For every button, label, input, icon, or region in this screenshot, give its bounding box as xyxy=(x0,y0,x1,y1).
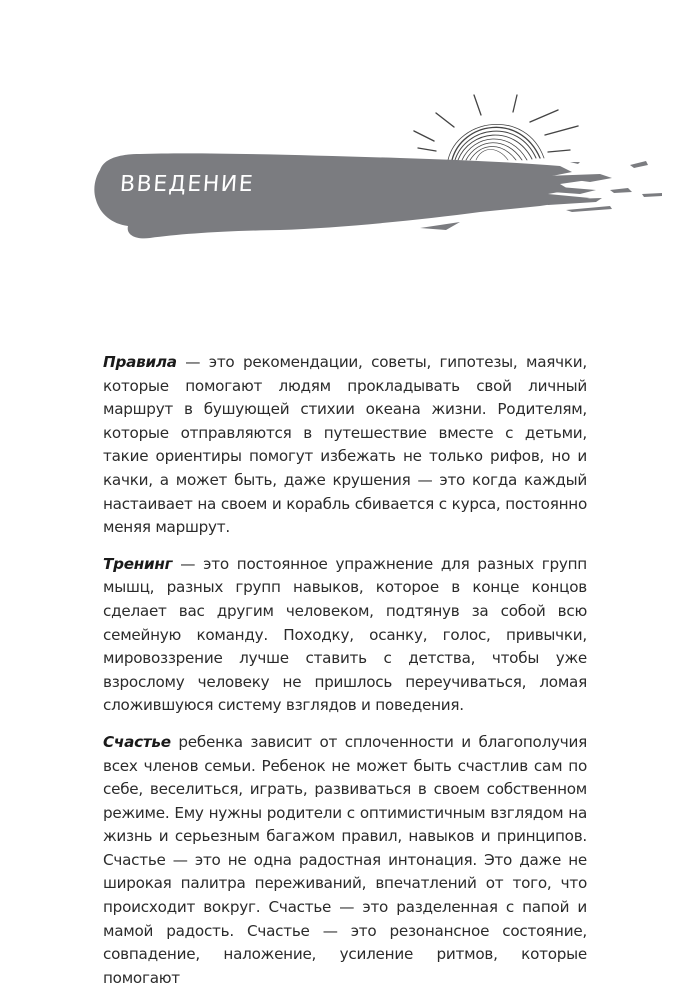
paragraph-rules xyxy=(103,351,587,540)
header-illustration xyxy=(0,0,683,260)
sun-icon xyxy=(414,95,578,160)
paragraph-text: ребенка зависит от сплоченности и благополучия всех членов семьи. Ребенок не может быть счастлив сам по себе, веселиться, играть, развиваться в своем собственном режиме. Ему нужны родители с оптимистичным взглядом на жизнь и серьезным багажом правил, навыков и принципов. Счастье — это не одна радостная интонация. Это даже не широкая палитра переживаний, впечатлений от того, что происходит вокруг. Счастье — это разделенная с папой и мамой радость. Счастье — это резонансное состояние, совпадение, наложение, усиление ритмов, которые помогают xyxy=(103,732,587,987)
term-rules: Правила xyxy=(103,353,177,371)
term-happiness: Счастье xyxy=(103,732,171,751)
paragraph-training xyxy=(103,553,587,718)
term-training: Тренинг xyxy=(103,554,173,573)
paragraph-text: — это рекомендации, советы, гипотезы, маячки, которые помогают людям прокладывать свой личный маршрут в бушующей стихии океана жизни. Родителям, которые отправляются в путешествие вместе с детьми, такие ориентиры помогут избежать не только рифов, но и качки, а может быть, даже крушения — это когда каждый настаивает на своем и корабль сбивается с курса, постоянно меняя маршрут. xyxy=(103,353,587,537)
body-text xyxy=(103,351,587,1003)
chapter-title: ВВЕДЕНИЕ xyxy=(119,172,255,197)
paragraph-happiness xyxy=(103,731,587,991)
paragraph-text: — это постоянное упражнение для разных групп мышц, разных групп навыков, которое в конце концов сделает вас другим человеком, подтянув за собой всю семейную команду. Походку, осанку, голос, привычки, мировоззрение лучше ставить с детства, чтобы уже взрослому человеку не пришлось переучиваться, ломая сложившуюся систему взглядов и поведения. xyxy=(103,554,587,715)
